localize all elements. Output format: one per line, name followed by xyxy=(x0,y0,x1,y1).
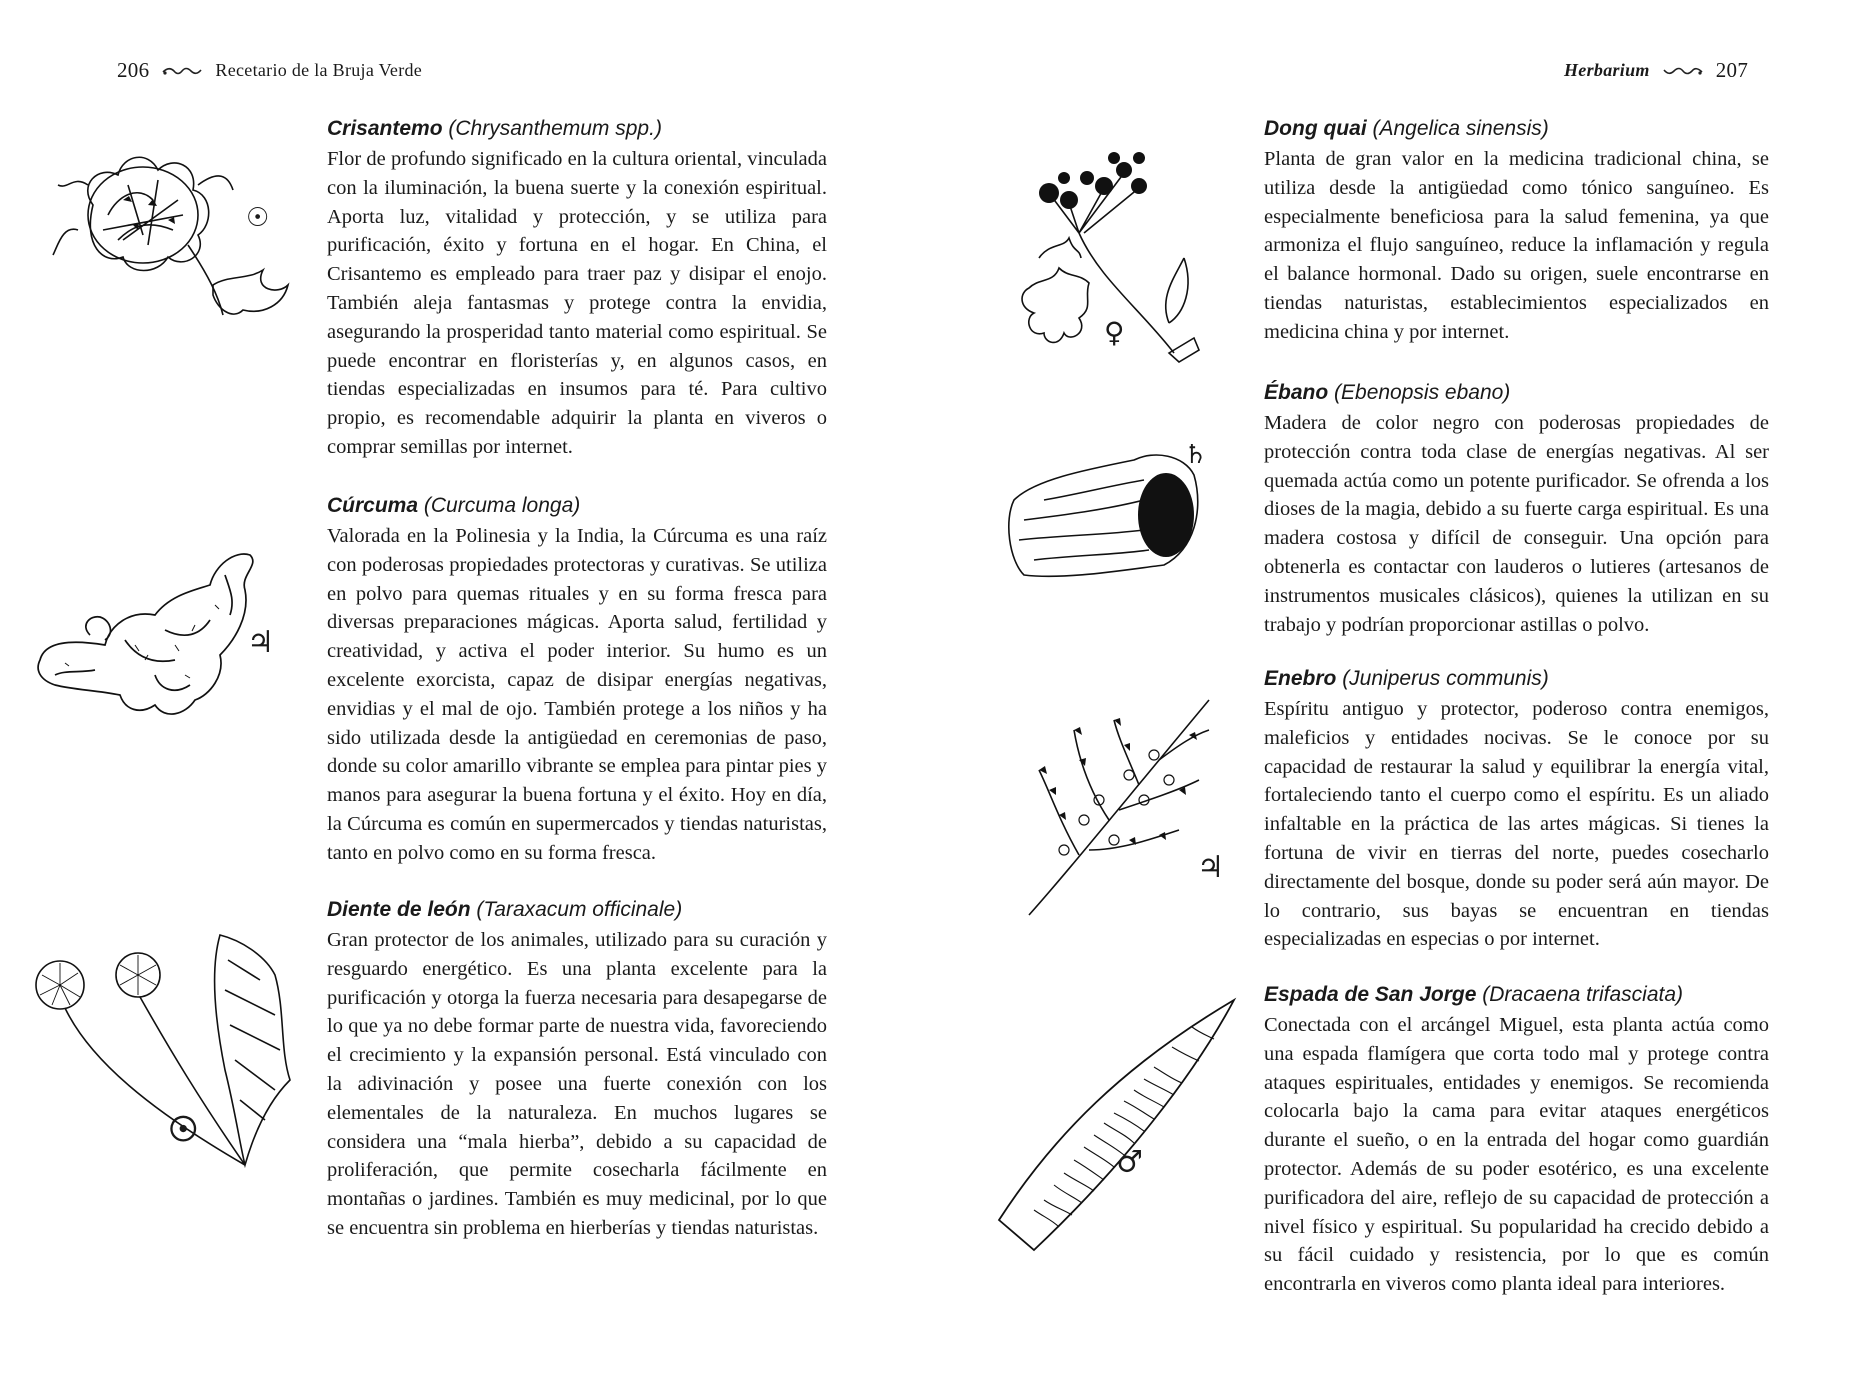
entry-name: Espada de San Jorge xyxy=(1264,983,1477,1006)
entry-name: Diente de león xyxy=(327,898,471,921)
entry-description: Espíritu antiguo y protector, poderoso contra enemigos, maleficios y entidades nocivas. Se le conoce por su capacidad de restaurar la salud y equilibrar la energía vital, fortaleciendo tanto el cuerpo como el espíritu. Es un aliado infaltable en la práctica de las artes mágicas. Si tienes la fortuna de vivir en tierras del norte, puedes cosecharlo directamente del bosque, donde su poder será aún mayor. De lo contrario, sus bayas se encuentran en tiendas especializadas en especias o por internet. xyxy=(1264,698,1769,951)
entry-heading xyxy=(1264,982,1769,1008)
entry-description: Flor de profundo significado en la cultura oriental, vinculada con la iluminación, la buena suerte y la conexión espiritual. Aporta luz, vitalidad y protección, y se utiliza para purificación, éxito y fortuna en el hogar. En China, el Crisantemo es empleado para traer paz y disipar el enojo. También aleja fantasmas y protege contra la envidia, asegurando la prosperidad tanto material como espiritual. Se puede encontrar en floristerías y, en algunos casos, en tiendas especializadas en insumos para té. Para cultivo propio, es recomendable adquirir la planta en viveros o comprar semillas por internet. xyxy=(327,148,827,458)
entry-heading xyxy=(327,116,827,142)
entry-scientific-name: (Angelica sinensis) xyxy=(1372,117,1549,140)
mars-symbol-icon: ♂ xyxy=(1116,1145,1143,1180)
entry-heading xyxy=(1264,116,1769,142)
entry-heading xyxy=(327,493,827,519)
entry-description: Valorada en la Polinesia y la India, la Cúrcuma es una raíz con poderosas propiedades protectoras y curativas. Se utiliza en polvo para quemas rituales y en su forma fresca para diversas preparaciones mágicas. Aporta salud, fertilidad y creatividad, y activa el poder interior. Su humo es un excelente exorcista, capaz de disipar energías negativas, envidias y el mal de ojo. También protege a los niños y ha sido utilizada desde la antigüedad en ceremonias de paso, donde su color amarillo vibrante se emplea para pintar pies y manos para asegurar la buena fortuna y el éxito. Hoy en día, la Cúrcuma es común en supermercados y tiendas naturistas, tanto en polvo como en su forma fresca. xyxy=(327,525,827,864)
entry-crisantemo xyxy=(327,116,827,462)
entry-enebro xyxy=(1264,666,1769,954)
entry-heading xyxy=(1264,380,1769,406)
entry-name: Crisantemo xyxy=(327,117,443,140)
running-title: Recetario de la Bruja Verde xyxy=(215,60,423,80)
entry-heading xyxy=(327,897,827,923)
entry-description: Madera de color negro con poderosas propiedades de protección contra toda clase de energías negativas. Al ser quemada actúa como un potente purificador. Se ofrenda a los dioses de la magia, debido a su fuerte carga espiritual. Es una madera costosa y difícil de conseguir. Una opción para obtenerla es contactar con lauderos o lutieres (artesanos de instrumentos musicales clásicos), quienes la utilizan en su trabajo y podrían proporcionar astillas o polvo. xyxy=(1264,412,1769,636)
entry-name: Ébano xyxy=(1264,381,1329,404)
page-number: 207 xyxy=(1715,58,1749,82)
dong-quai-illustration xyxy=(1009,138,1209,368)
entry-espada-de-san-jorge xyxy=(1264,982,1769,1299)
right-page xyxy=(934,0,1867,1400)
entry-name: Dong quai xyxy=(1264,117,1367,140)
jupiter-symbol-icon: ♃ xyxy=(1197,850,1224,885)
sun-symbol-icon: ☉ xyxy=(246,203,270,233)
jupiter-symbol-icon: ♃ xyxy=(247,625,274,660)
entry-dong-quai xyxy=(1264,116,1769,347)
entry-description: Planta de gran valor en la medicina tradicional china, se utiliza desde la antigüedad como tónico sanguíneo. Es especialmente beneficiosa para la salud femenina, ya que armoniza el flujo sanguíneo, reduce la inflamación y regula el balance hormonal. Dado su origen, suele encontrarse en tiendas naturistas, establecimientos especializados en medicina china y por internet. xyxy=(1264,148,1769,343)
entry-description: Conectada con el arcángel Miguel, esta planta actúa como una espada flamígera que corta todo mal y protege contra ataques espirituales, entidades y enemigos. Se recomienda colocarla bajo la cama para evitar ataques energéticos durante el sueño, o en la entrada del hogar como guardián protector. Además de su poder esotérico, es una excelente purificadora del aire, reflejo de su capacidad de protección a nivel físico y espiritual. Su popularidad ha crecido debido a su fácil cuidado y resistencia, por lo que es común encontrarla en viveros como planta ideal para interiores. xyxy=(1264,1014,1769,1296)
chrysanthemum-illustration xyxy=(48,145,298,330)
entry-ebano xyxy=(1264,380,1769,639)
entry-scientific-name: (Juniperus communis) xyxy=(1342,667,1549,690)
flourish-ornament-icon xyxy=(161,64,203,78)
juniper-illustration xyxy=(1019,690,1224,925)
entry-curcuma xyxy=(327,493,827,868)
entry-description: Gran protector de los animales, utilizado para su curación y resguardo energético. Es una planta excelente para la purificación y otorga la fuerza necesaria para desapegarse de lo que ya no debe formar parte de nuestra vida, favoreciendo el crecimiento y la expansión personal. Está vinculado con la adivinación y posee una fuerte conexión con los elementales de la naturaleza. En muchos lugares se considera una “mala hierba”, debido a su capacidad de proliferación, que permite cosecharla fácilmente en montañas o jardines. También es muy medicinal, por lo que se encuentra sin problema en hierberías y tiendas naturistas. xyxy=(327,929,827,1239)
entry-scientific-name: (Curcuma longa) xyxy=(423,494,581,517)
venus-symbol-icon: ♀ xyxy=(1104,316,1125,349)
running-title: Herbarium xyxy=(1564,60,1650,80)
saturn-symbol-icon: ♄ xyxy=(1184,440,1208,470)
entry-scientific-name: (Ebenopsis ebano) xyxy=(1334,381,1511,404)
entry-scientific-name: (Dracaena trifasciata) xyxy=(1482,983,1684,1006)
entry-heading xyxy=(1264,666,1769,692)
entry-name: Enebro xyxy=(1264,667,1337,690)
entry-scientific-name: (Taraxacum officinale) xyxy=(476,898,683,921)
entry-name: Cúrcuma xyxy=(327,494,419,517)
dandelion-illustration xyxy=(30,930,300,1175)
snake-plant-illustration xyxy=(994,995,1244,1255)
turmeric-illustration xyxy=(35,545,295,735)
entry-diente-de-leon xyxy=(327,897,827,1243)
flourish-ornament-icon xyxy=(1662,64,1704,78)
sun-symbol-icon: ☉ xyxy=(168,1110,199,1150)
ebony-wood-illustration xyxy=(1004,440,1208,580)
right-running-head xyxy=(1564,58,1748,83)
entry-scientific-name: (Chrysanthemum spp.) xyxy=(448,117,662,140)
left-running-head xyxy=(117,58,422,83)
page-number: 206 xyxy=(117,58,150,82)
